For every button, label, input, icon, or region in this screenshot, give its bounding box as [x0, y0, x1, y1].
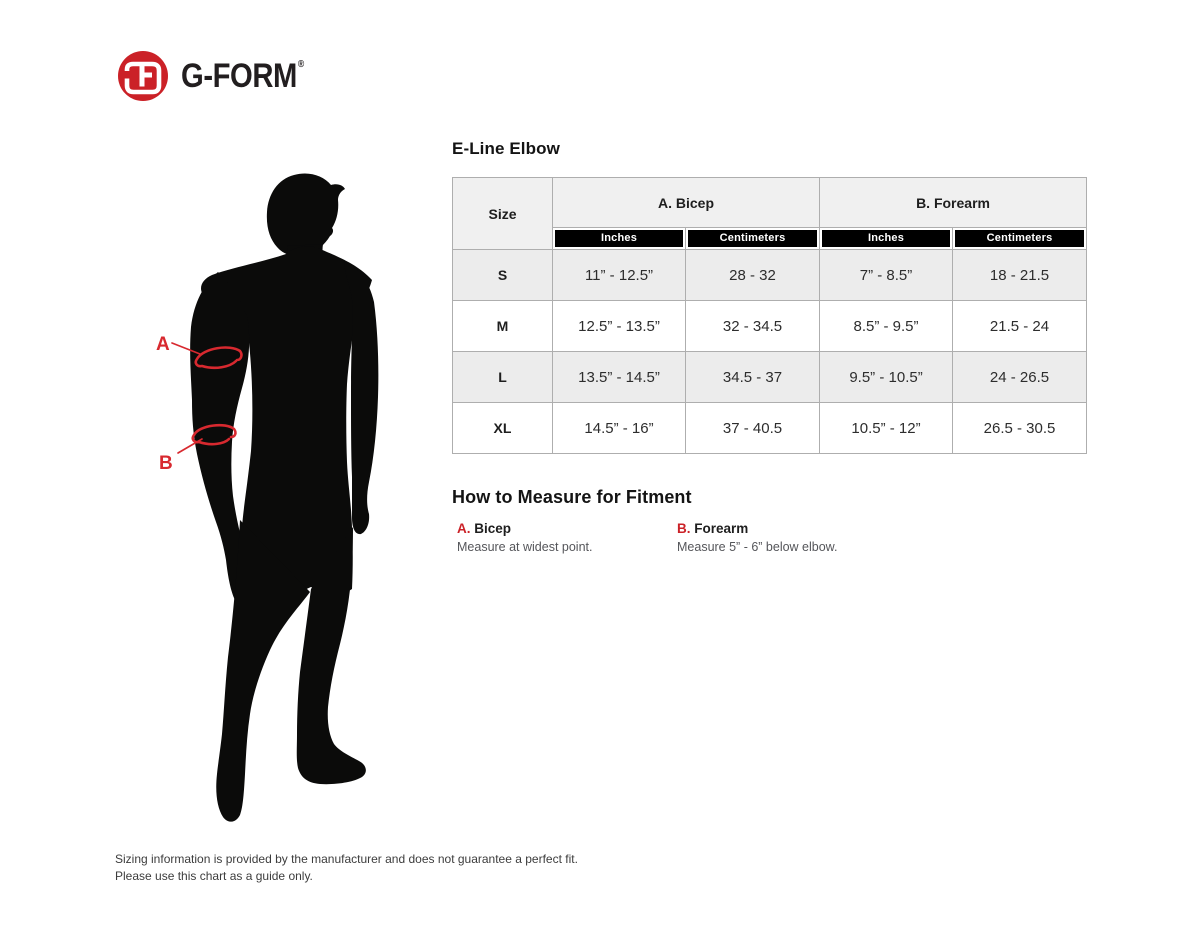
brand-wordmark — [181, 57, 304, 96]
unit-header-bicep-inches: Inches — [553, 228, 686, 250]
measure-item-bicep — [457, 521, 593, 554]
measure-key-a: A. — [457, 521, 471, 536]
measure-name-forearm: Forearm — [694, 521, 749, 536]
forearm-inches-cell: 8.5” - 9.5” — [820, 301, 953, 352]
table-row-xl — [453, 403, 1087, 454]
disclaimer-line-2: Please use this chart as a guide only. — [115, 869, 313, 883]
forearm-label-b: B — [159, 453, 173, 474]
group-header-row — [453, 178, 1087, 228]
how-to-measure-title: How to Measure for Fitment — [452, 487, 692, 507]
measure-item-forearm — [677, 521, 838, 554]
unit-header-bicep-centimeters: Centimeters — [686, 228, 820, 250]
silhouette-head — [267, 173, 345, 256]
disclaimer-line-1: Sizing information is provided by the manufacturer and does not guarantee a perfect fit. — [115, 852, 578, 866]
size-cell: XL — [453, 403, 553, 454]
male-silhouette — [190, 173, 378, 821]
brand-name: G-FORM — [181, 56, 297, 95]
forearm-cm-cell: 18 - 21.5 — [953, 250, 1087, 301]
bicep-cm-cell: 37 - 40.5 — [686, 403, 820, 454]
table-row-s — [453, 250, 1087, 301]
bicep-inches-cell: 11” - 12.5” — [553, 250, 686, 301]
measure-item-label — [457, 521, 593, 536]
bicep-inches-cell: 13.5” - 14.5” — [553, 352, 686, 403]
brand-header — [118, 51, 324, 101]
size-chart-table-container — [452, 177, 1087, 454]
measurement-figure — [148, 162, 428, 822]
size-chart-title: E-Line Elbow — [452, 139, 560, 158]
column-group-forearm: B. Forearm — [820, 178, 1087, 228]
disclaimer — [115, 851, 578, 885]
forearm-cm-cell: 24 - 26.5 — [953, 352, 1087, 403]
forearm-inches-cell: 7” - 8.5” — [820, 250, 953, 301]
bicep-inches-cell: 12.5” - 13.5” — [553, 301, 686, 352]
forearm-cm-cell: 21.5 - 24 — [953, 301, 1087, 352]
measure-instruction-forearm: Measure 5” - 6” below elbow. — [677, 540, 838, 554]
bicep-cm-cell: 34.5 - 37 — [686, 352, 820, 403]
forearm-inches-cell: 9.5” - 10.5” — [820, 352, 953, 403]
bicep-cm-cell: 28 - 32 — [686, 250, 820, 301]
male-silhouette-diagram — [148, 162, 428, 822]
bicep-label-a: A — [156, 334, 170, 355]
measure-name-bicep: Bicep — [474, 521, 512, 536]
column-group-bicep: A. Bicep — [553, 178, 820, 228]
size-cell: M — [453, 301, 553, 352]
bicep-inches-cell: 14.5” - 16” — [553, 403, 686, 454]
registered-mark: ® — [297, 58, 304, 70]
measure-instruction-bicep: Measure at widest point. — [457, 540, 593, 554]
column-header-size: Size — [453, 178, 553, 250]
unit-header-forearm-centimeters: Centimeters — [953, 228, 1087, 250]
gform-logo-icon — [118, 51, 168, 101]
size-chart-table — [452, 177, 1087, 454]
measure-key-b: B. — [677, 521, 691, 536]
table-row-m — [453, 301, 1087, 352]
bicep-cm-cell: 32 - 34.5 — [686, 301, 820, 352]
forearm-inches-cell: 10.5” - 12” — [820, 403, 953, 454]
unit-header-forearm-inches: Inches — [820, 228, 953, 250]
measure-item-label — [677, 521, 838, 536]
forearm-cm-cell: 26.5 - 30.5 — [953, 403, 1087, 454]
table-row-l — [453, 352, 1087, 403]
size-cell: S — [453, 250, 553, 301]
size-cell: L — [453, 352, 553, 403]
